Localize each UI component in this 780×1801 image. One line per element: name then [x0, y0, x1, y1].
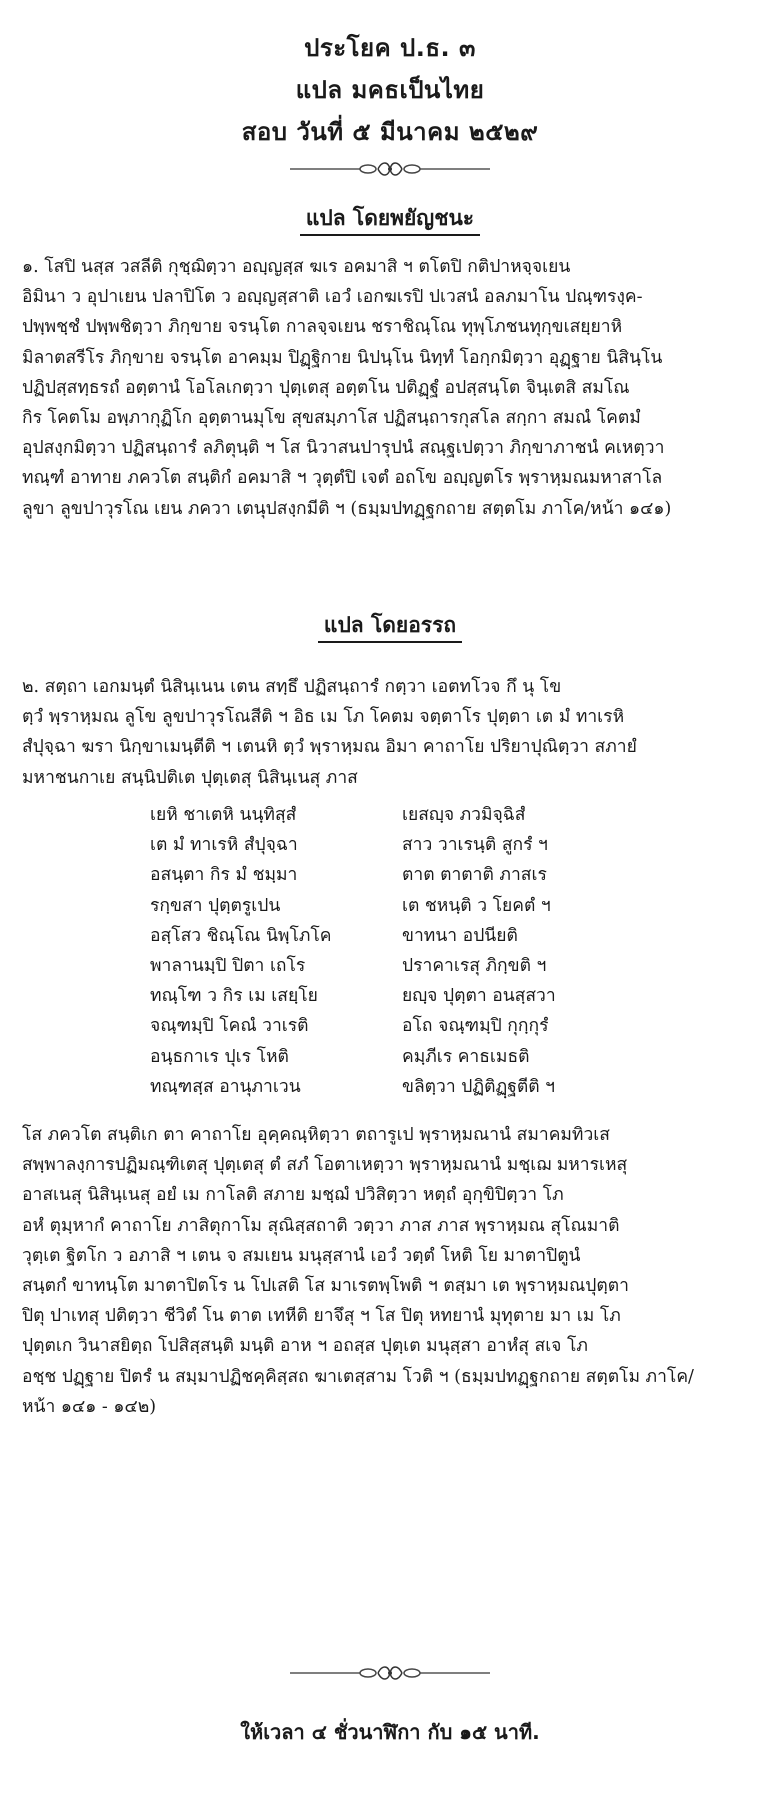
- section-title-meaning-text: แปล โดยอรรถ: [318, 613, 462, 643]
- verse-line-left: เยหิ ชาเตหิ นนฺทิสฺสํ: [150, 805, 297, 825]
- passage-line: อุปสงฺกมิตฺวา ปฏิสนฺถารํ ลภิตุนฺติ ฯ โส นิวาสนปารุปนํ สณฺฐเปตฺวา ภิกฺขาภาชนํ คเหตฺวา: [22, 438, 665, 459]
- passage-line: โส ภควโต สนฺติเก ตา คาถาโย อุคฺคณฺหิตฺวา ตถารูเป พฺราหฺมณานํ สมาคมทิวเส: [22, 1125, 610, 1145]
- verse-column-right: [402, 800, 556, 1102]
- verse-line-left: ทณฺฑสฺส อานุภาเวน: [150, 1076, 301, 1097]
- verse-line-right: เต ชหนฺติ ว โยคตํ ฯ: [402, 895, 551, 916]
- passage-line: ทณฺฑํ อาทาย ภควโต สนฺติกํ อคมาสิ ฯ วุตฺตํปิ เจตํ อถโข อญฺญตโร พฺราหฺมณมหาสาโล: [22, 468, 663, 489]
- ornament-divider-bottom-icon: [290, 1662, 490, 1684]
- passage-line: ๑. โสปิ นสฺส วสลีติ กุชฺฌิตฺวา อญฺญสฺส ฆเร อคมาสิ ฯ ตโตปิ กติปาหจฺจเยน: [22, 257, 571, 277]
- exam-date-heading: สอบ วันที่ ๕ มีนาคม ๒๕๒๙: [241, 118, 539, 146]
- verse-line-right: เยสญฺจ ภวมิจฺฉิสํ: [402, 805, 526, 825]
- exam-level-heading: ประโยค ป.ธ. ๓: [304, 34, 476, 62]
- verse-line-right: ขลิตฺวา ปฏิติฏฺฐตีติ ฯ: [402, 1076, 556, 1097]
- passage-1: [22, 252, 760, 524]
- verse-line-right: ขาทนา อปนียติ: [402, 925, 518, 946]
- passage-line: กิร โคตโม อพฺภากุฏิโก อุตฺตานมุโข สุขสมฺภาโส ปฏิสนฺถารกุสโล สกฺกา สมณํ โคตมํ: [22, 408, 641, 429]
- passage-line: มิลาตสรีโร ภิกฺขาย จรนฺโต อาคมฺม ปิฏฺฐิกาย นิปนฺโน นิทฺทํ โอกฺกมิตฺวา อุฏฺฐาย นิสินฺโน: [22, 347, 663, 368]
- verse-line-left: พาลานมฺปิ ปิตา เถโร: [150, 956, 306, 977]
- passage-line: อาสเนสุ นิสินฺเนสุ อยํ เม กาโลติ สภาย มชฺฌํ ปวิสิตฺวา หตฺถํ อุกฺขิปิตฺวา โภ: [22, 1185, 564, 1206]
- section-title-literal: [0, 202, 780, 235]
- verse-line-left: อสฺโสว ชิณฺโณ นิพฺโภโค: [150, 925, 332, 946]
- passage-line: ปฏิปสฺสทฺธรถํ อตฺตานํ โอโลเกตฺวา ปุตฺเตสุ อตฺตโน ปติฏฺฐํ อปสฺสนฺโต จินฺเตสิ สมโณ: [22, 377, 630, 398]
- verse-line-right: คมฺภีเร คาธเมธติ: [402, 1046, 530, 1067]
- passage-line: มหาชนกาเย สนฺนิปติเต ปุตฺเตสุ นิสินฺเนสุ ภาส: [22, 767, 358, 788]
- verse-line-right: ยญฺจ ปุตฺตา อนสฺสวา: [402, 986, 556, 1007]
- passage-line: ลูขา ลูขปาวุรโณ เยน ภควา เตนุปสงฺกมีติ ฯ (ธมฺมปทฏฺฐกถาย สตฺตโม ภาโค/หน้า ๑๔๑): [22, 498, 672, 519]
- passage-line: อิมินา ว อุปาเยน ปลาปิโต ว อญฺญสฺสาติ เอวํ เอกฆเรปิ ปเวสนํ อลภมาโน ปณฺฑรงฺค-: [22, 287, 643, 308]
- verse-line-right: อโถ จณฺฑมฺปิ กุกฺกุรํ: [402, 1016, 549, 1037]
- passage-2-closing: [22, 1120, 760, 1422]
- passage-line: อชฺช ปฏฺฐาย ปิตรํ น สมฺมาปฏิชคฺคิสฺสถ ฆาเตสฺสาม โวติ ฯ (ธมฺมปทฏฺฐกถาย สตฺตโม ภาโค/: [22, 1366, 694, 1387]
- section-title-meaning: [0, 609, 780, 642]
- passage-2: [22, 672, 760, 793]
- passage-line: สนฺตกํ ขาทนฺโต มาตาปิตโร น โปเสติ โส มาเรตพฺโพติ ฯ ตสฺมา เต พฺราหฺมณปุตฺตา: [22, 1276, 629, 1297]
- verse-column-left: [150, 800, 332, 1102]
- passage-line: สํปุจฺฉา ฆรา นิกฺขาเมนฺตีติ ฯ เตนหิ ตฺวํ พฺราหฺมณ อิมา คาถาโย ปริยาปุณิตฺวา สภายํ: [22, 737, 637, 758]
- exam-subject-heading: แปล มคธเป็นไทย: [295, 76, 485, 104]
- verse-line-right: ตาต ตาตาติ ภาสเร: [402, 865, 547, 886]
- passage-line: ตฺวํ พฺราหฺมณ ลูโข ลูขปาวุรโณสีติ ฯ อิธ เม โภ โคตม จตฺตาโร ปุตฺตา เต มํ ทาเรหิ: [22, 707, 625, 728]
- passage-line: ปพฺพชฺชํ ปพฺพชิตฺวา ภิกฺขาย จรนฺโต กาลจฺจเยน ชราชิณฺโณ ทุพฺโภชนทุกฺขเสยฺยาหิ: [22, 317, 623, 338]
- verse-line-left: รกฺขสา ปุตฺตรูเปน: [150, 895, 281, 916]
- verse-line-right: ปราคาเรสุ ภิกฺขติ ฯ: [402, 956, 547, 977]
- verse-line-left: ทณฺโฑ ว กิร เม เสยฺโย: [150, 986, 318, 1007]
- verse-line-left: จณฺฑมฺปิ โคณํ วาเรติ: [150, 1016, 309, 1037]
- verse-line-right: สาว วาเรนฺติ สูกรํ ฯ: [402, 835, 548, 856]
- passage-line: หน้า ๑๔๑ - ๑๔๒): [22, 1396, 157, 1417]
- passage-line: ๒. สตฺถา เอกมนฺตํ นิสินฺเนน เตน สทฺธึ ปฏิสนฺถารํ กตฺวา เอตทโวจ กึ นุ โข: [22, 677, 562, 697]
- passage-line: สพฺพาลงฺการปฏิมณฺฑิเตสุ ปุตฺเตสุ ตํ สภํ โอตาเหตฺวา พฺราหฺมณานํ มชฺเฌ มหารเหสุ: [22, 1155, 628, 1176]
- verse-line-left: อสนฺตา กิร มํ ชมฺมา: [150, 865, 298, 886]
- passage-line: ปุตฺตเก วินาสยิตฺถ โปสิสฺสนฺติ มนฺติ อาห ฯ อถสฺส ปุตฺเต มนุสฺสา อาหํสุ สเจ โภ: [22, 1336, 588, 1357]
- ornament-divider-icon: [290, 158, 490, 180]
- verse-line-left: อนฺธกาเร ปุเร โหติ: [150, 1046, 289, 1067]
- time-allowed: ให้เวลา ๔ ชั่วนาฬิกา กับ ๑๕ นาที.: [240, 1720, 540, 1744]
- verse-line-left: เต มํ ทาเรหิ สํปุจฺฉา: [150, 835, 298, 856]
- passage-line: ปิตุ ปาเทสุ ปติตฺวา ชีวิตํ โน ตาต เทหีติ ยาจึสุ ฯ โส ปิตุ หทยานํ มุทุตาย มา เม โภ: [22, 1306, 621, 1327]
- section-title-literal-text: แปล โดยพยัญชนะ: [300, 206, 480, 236]
- passage-line: วุตฺเต ฐิตโก ว อภาสิ ฯ เตน จ สมเยน มนุสฺสานํ เอวํ วตฺตํ โหติ โย มาตาปิตูนํ: [22, 1245, 581, 1266]
- passage-line: อหํ ตุมฺหากํ คาถาโย ภาสิตุกาโม สุณิสฺสถาติ วตฺวา ภาส ภาส พฺราหฺมณ สุโณมาติ: [22, 1215, 620, 1236]
